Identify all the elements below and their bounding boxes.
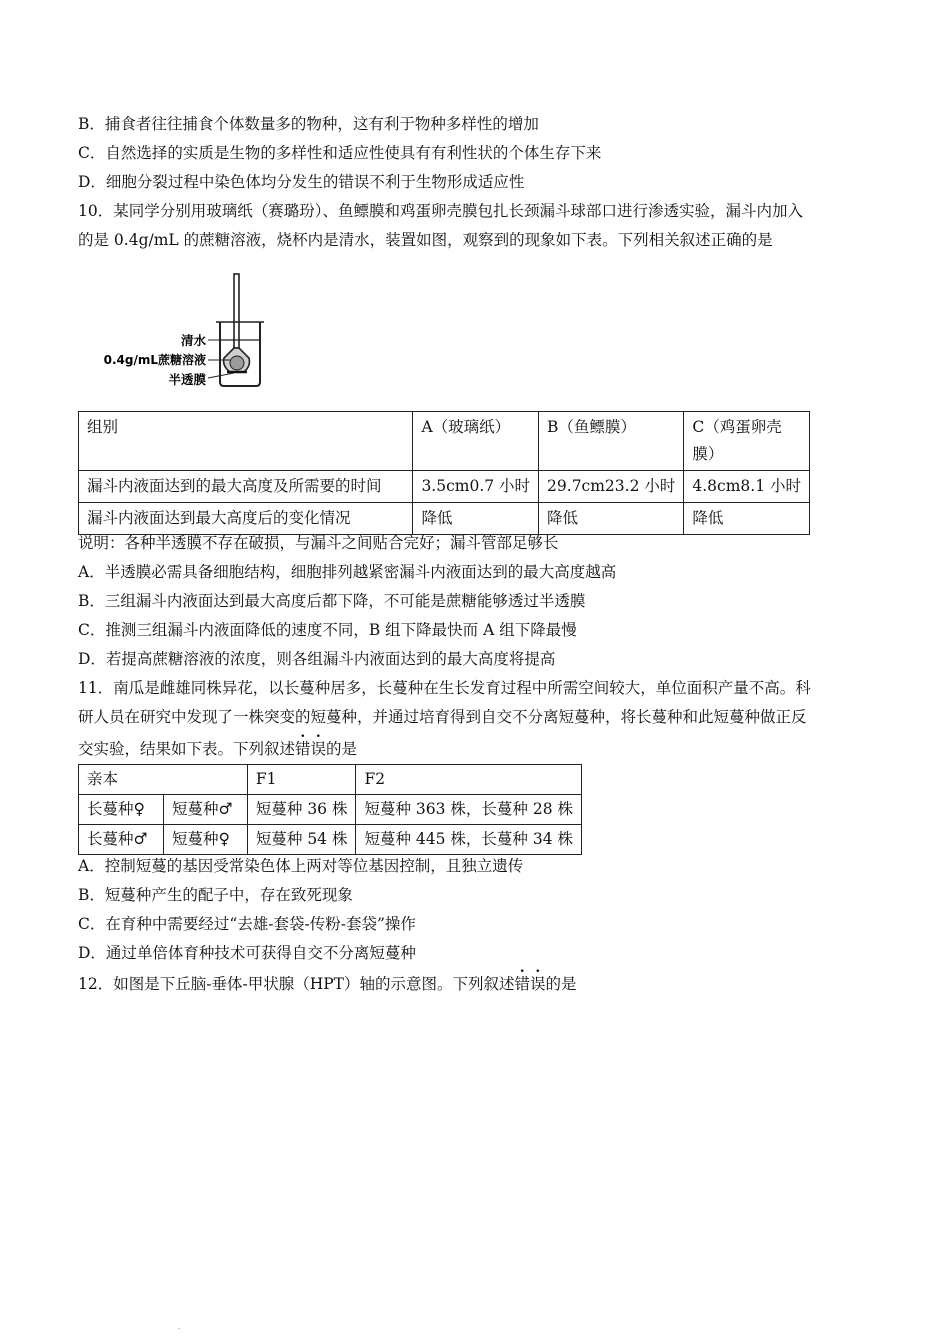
emphasis-char: 错 bbox=[514, 975, 530, 993]
table-row bbox=[79, 503, 810, 535]
table-cell: 漏斗内液面达到的最大高度及所需要的时间 bbox=[79, 471, 413, 503]
q12-stem bbox=[78, 974, 577, 994]
table-cell: 29.7cm23.2 小时 bbox=[539, 471, 684, 503]
table-cell: 组别 bbox=[79, 412, 413, 471]
q11-option-b: B．短蔓种产生的配子中，存在致死现象 bbox=[78, 886, 353, 904]
table-cell: C（鸡蛋卵壳膜） bbox=[684, 412, 810, 471]
emphasis-char: 错 bbox=[295, 740, 311, 758]
q10-option-b: B．三组漏斗内液面达到最大高度后都下降，不可能是蔗糖能够透过半透膜 bbox=[78, 592, 586, 610]
table-cell: 4.8cm8.1 小时 bbox=[684, 471, 810, 503]
table-row bbox=[79, 412, 810, 471]
q11-option-c: C．在育种中需要经过“去雄-套袋-传粉-套袋”操作 bbox=[78, 915, 416, 933]
table-cell: 短蔓种♀ bbox=[164, 825, 248, 855]
table-cell: 短蔓种♂ bbox=[164, 795, 248, 825]
table-cell: 亲本 bbox=[79, 765, 248, 795]
q9-option-c: C．自然选择的实质是生物的多样性和适应性使具有有利性状的个体生存下来 bbox=[78, 144, 602, 162]
table-cell: 短蔓种 445 株，长蔓种 34 株 bbox=[356, 825, 582, 855]
table-cell: 短蔓种 54 株 bbox=[247, 825, 356, 855]
table-cell: 长蔓种♂ bbox=[79, 825, 164, 855]
q9-option-b: B．捕食者往往捕食个体数量多的物种，这有利于物种多样性的增加 bbox=[78, 115, 539, 133]
q10-option-c: C．推测三组漏斗内液面降低的速度不同，B 组下降最快而 A 组下降最慢 bbox=[78, 621, 577, 639]
table-cell: 短蔓种 363 株，长蔓种 28 株 bbox=[356, 795, 582, 825]
table-row bbox=[79, 471, 810, 503]
emphasis-char: 误 bbox=[530, 975, 546, 993]
q11-option-a: A．控制短蔓的基因受常染色体上两对等位基因控制，且独立遗传 bbox=[78, 857, 524, 875]
table-cell: 3.5cm0.7 小时 bbox=[413, 471, 539, 503]
table-cell: 降低 bbox=[539, 503, 684, 535]
table-cell: A（玻璃纸） bbox=[413, 412, 539, 471]
table-cell: 短蔓种 36 株 bbox=[247, 795, 356, 825]
q11-stem-line2: 研人员在研究中发现了一株突变的短蔓种，并通过培育得到自交不分离短蔓种，将长蔓种和此短蔓种做正反 bbox=[78, 708, 807, 726]
cross-results-table bbox=[78, 764, 582, 855]
funnel-tube bbox=[234, 274, 239, 348]
osmosis-results-table bbox=[78, 411, 810, 535]
sucrose-solution bbox=[230, 356, 244, 370]
label-water: 清水 bbox=[180, 333, 206, 348]
table-cell: 降低 bbox=[413, 503, 539, 535]
label-sucrose: 0.4g/mL蔗糖溶液 bbox=[103, 353, 206, 367]
q10-option-a: A．半透膜必需具备细胞结构，细胞排列越紧密漏斗内液面达到的最大高度越高 bbox=[78, 563, 617, 581]
table-cell: 漏斗内液面达到最大高度后的变化情况 bbox=[79, 503, 413, 535]
q11-stem-line3 bbox=[78, 739, 357, 759]
q11-option-d: D．通过单倍体育种技术可获得自交不分离短蔓种 bbox=[78, 944, 416, 962]
table-row bbox=[79, 765, 582, 795]
table-cell: F2 bbox=[356, 765, 582, 795]
table-cell: B（鱼鳔膜） bbox=[539, 412, 684, 471]
table-row bbox=[79, 795, 582, 825]
osmosis-apparatus-figure bbox=[84, 272, 274, 396]
q12-stem-text: 12．如图是下丘脑-垂体-甲状腺（HPT）轴的示意图。下列叙述 bbox=[78, 975, 515, 993]
q11-stem-line1: 11．南瓜是雌雄同株异花，以长蔓种居多，长蔓种在生长发育过程中所需空间较大，单位面积产量不高。科 bbox=[78, 679, 811, 697]
q9-option-d: D．细胞分裂过程中染色体均分发生的错误不利于生物形成适应性 bbox=[78, 173, 525, 191]
emphasis-char: 误 bbox=[310, 740, 327, 758]
table-cell: F1 bbox=[247, 765, 356, 795]
table-row bbox=[79, 825, 582, 855]
label-membrane: 半透膜 bbox=[168, 372, 206, 387]
q11-stem-text: 的是 bbox=[326, 740, 358, 758]
q12-stem-text: 的是 bbox=[545, 975, 577, 993]
q10-stem-line2: 的是 0.4g/mL 的蔗糖溶液，烧杯内是清水，装置如图，观察到的现象如下表。下列相关叙述正确的是 bbox=[78, 231, 773, 249]
q11-stem-text: 交实验，结果如下表。下列叙述 bbox=[78, 740, 296, 758]
q10-option-d: D．若提高蔗糖溶液的浓度，则各组漏斗内液面达到的最大高度将提高 bbox=[78, 650, 556, 668]
q10-stem-line1: 10．某同学分别用玻璃纸（赛璐玢）、鱼鳔膜和鸡蛋卵壳膜包扎长颈漏斗球部口进行渗透实验，漏斗内加入 bbox=[78, 202, 803, 220]
footer-mark: . bbox=[178, 1322, 181, 1331]
table-cell: 长蔓种♀ bbox=[79, 795, 164, 825]
q10-note: 说明：各种半透膜不存在破损，与漏斗之间贴合完好；漏斗管部足够长 bbox=[78, 534, 559, 552]
table-cell: 降低 bbox=[684, 503, 810, 535]
